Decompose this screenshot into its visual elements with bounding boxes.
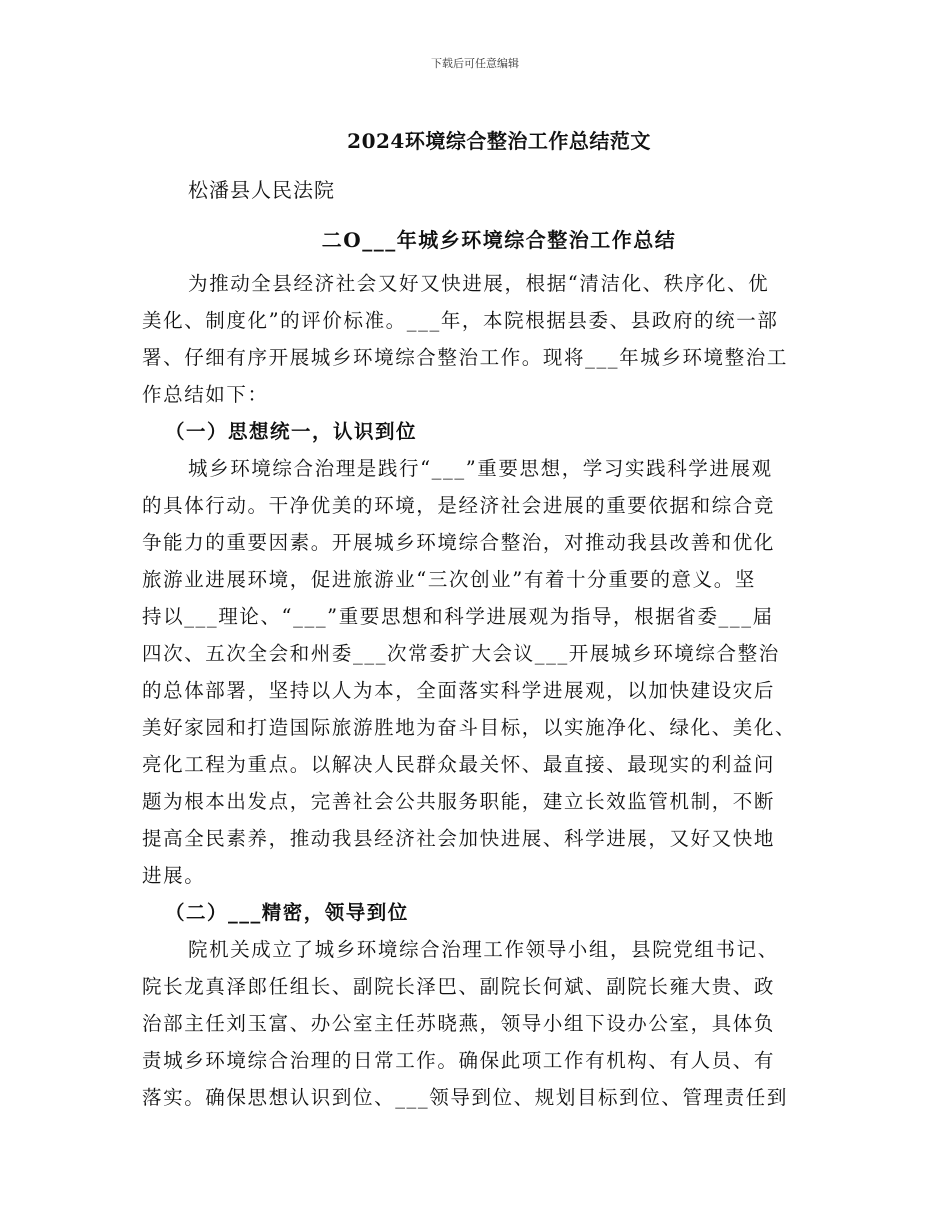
body-line: 作总结如下： xyxy=(142,383,269,406)
body-line: 进展。 xyxy=(142,864,206,887)
body-line: 署、仔细有序开展城乡环境综合整治工作。现将___年城乡环境整治工 xyxy=(142,346,788,369)
body-line: 落实。确保思想认识到位、___领导到位、规划目标到位、管理责任到 xyxy=(142,1086,788,1109)
body-line: 治部主任刘玉富、办公室主任苏晓燕，领导小组下设办公室，具体负 xyxy=(142,1012,776,1035)
body-line: 亮化工程为重点。以解决人民群众最关怀、最直接、最现实的利益问 xyxy=(142,753,776,776)
body-line: 院机关成立了城乡环境综合治理工作领导小组，县院党组书记、 xyxy=(188,938,779,961)
body-line: 的总体部署，坚持以人为本，全面落实科学进展观，以加快建设灾后 xyxy=(142,679,776,702)
body-line: 美好家园和打造国际旅游胜地为奋斗目标，以实施净化、绿化、美化、 xyxy=(142,716,797,739)
body-line: 美化、制度化”的评价标准。___年，本院根据县委、县政府的统一部 xyxy=(142,309,779,332)
body-line: 提高全民素养，推动我县经济社会加快进展、科学进展，又好又快地 xyxy=(142,827,776,850)
body-line: 城乡环境综合治理是践行“___”重要思想，学习实践科学进展观 xyxy=(188,457,773,480)
body-line: 题为根本出发点，完善社会公共服务职能，建立长效监管机制，不断 xyxy=(142,790,776,813)
body-line: 为推动全县经济社会又好又快进展，根据“清洁化、秩序化、优 xyxy=(188,272,770,295)
author-line: 松潘县人民法院 xyxy=(188,178,335,202)
document-title: 2024环境综合整治工作总结范文 xyxy=(347,129,651,153)
page-header-note: 下载后可任意编辑 xyxy=(431,57,519,70)
body-line: 争能力的重要因素。开展城乡环境综合整治，对推动我县改善和优化 xyxy=(142,531,776,554)
body-line: 院长龙真泽郎任组长、副院长泽巴、副院长何斌、副院长雍大贵、政 xyxy=(142,975,776,998)
body-line: 四次、五次全会和州委___次常委扩大会议___开展城乡环境综合整治 xyxy=(142,642,780,665)
body-line: 旅游业进展环境，促进旅游业“三次创业”有着十分重要的意义。坚 xyxy=(142,568,756,591)
document-subtitle: 二O___年城乡环境综合整治工作总结 xyxy=(321,228,677,252)
body-line: 持以___理论、“___”重要思想和科学进展观为指导，根据省委___届 xyxy=(142,605,774,628)
section-heading-1: （一）思想统一，认识到位 xyxy=(165,420,418,443)
body-line: 责城乡环境综合治理的日常工作。确保此项工作有机构、有人员、有 xyxy=(142,1049,776,1072)
body-line: 的具体行动。干净优美的环境，是经济社会进展的重要依据和综合竞 xyxy=(142,494,776,517)
section-heading-2: （二）___精密，领导到位 xyxy=(165,901,409,924)
